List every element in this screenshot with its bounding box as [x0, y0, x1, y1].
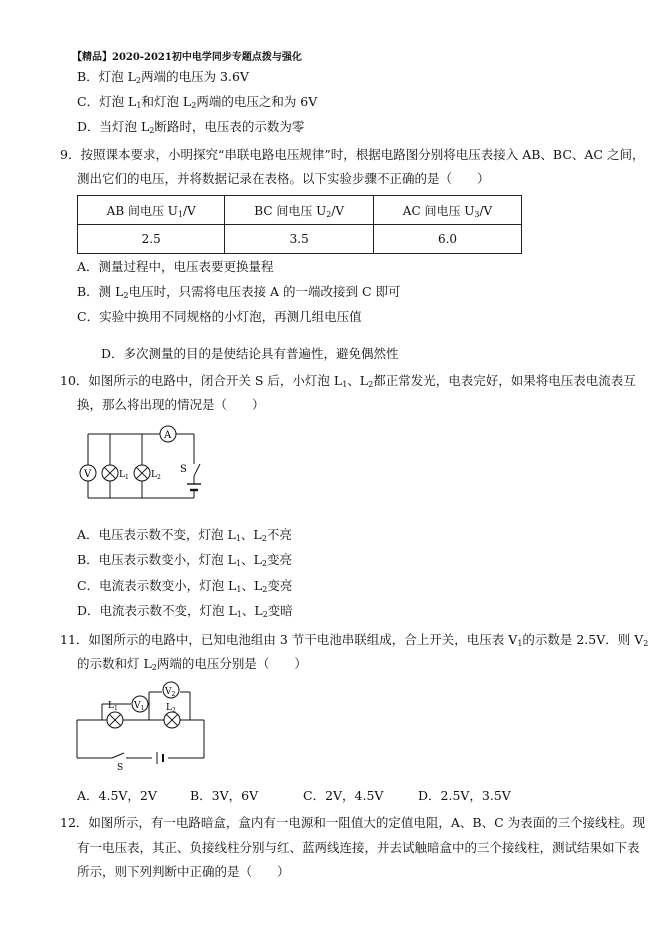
q9-option-b[interactable]: B．测 $L_2$电压时，只需将电压表接 A 的一端改接到 C 即可 [77, 284, 401, 300]
q9-data-table [77, 195, 522, 254]
q8-option-c[interactable]: C．灯泡 $L_1$和灯泡 $L_2$两端的电压之和为 6V [77, 94, 318, 110]
table-header-ac: AC 间电压 $U_3/V$ [373, 196, 521, 225]
switch-label: S [117, 763, 124, 770]
q11-option-c[interactable]: C．2V，4.5V [303, 788, 384, 803]
q12-stem-1: 12．如图所示，有一电路暗盒，盒内有一电源和一阻值大的定值电阻，A、B、C 为表面的三个接线柱。现 [60, 815, 646, 830]
q11-option-a[interactable]: A．4.5V，2V [77, 788, 157, 803]
table-header-bc: BC 间电压 $U_2/V$ [225, 196, 374, 225]
v1-label: $V_1$ [134, 701, 145, 712]
q11-stem-1: 11．如图所示的电路中，已知电池组由 3 节干电池串联组成，合上开关，电压表 $V_1$的示数是 2.5V．则 $V_2$ [60, 632, 649, 648]
table-value-ab: 2.5 [78, 225, 225, 254]
q9-stem-2: 测出它们的电压，并将数据记录在表格。以下实验步骤不正确的是（ ） [77, 171, 490, 186]
q10-option-a[interactable]: A．电压表示数不变，灯泡 $L_1$、$L_2$不亮 [77, 527, 292, 543]
q10-stem-2: 换，那么将出现的情况是（ ） [77, 397, 265, 412]
q8-option-b[interactable]: B．灯泡 $L_2$两端的电压为 3.6V [77, 69, 249, 85]
q11-circuit-figure [72, 680, 222, 770]
l1-label: $L_1$ [108, 701, 118, 712]
q10-option-d[interactable]: D．电流表示数不变，灯泡 $L_1$、$L_2$变暗 [77, 603, 293, 619]
q9-option-a[interactable]: A．测量过程中，电压表要更换量程 [77, 259, 274, 274]
v2-label: $V_2$ [165, 687, 176, 698]
table-header-ab: AB 间电压 $U_1/V$ [78, 196, 225, 225]
q11-option-b[interactable]: B．3V，6V [190, 788, 259, 803]
table-value-ac: 6.0 [373, 225, 521, 254]
q11-option-d[interactable]: D．2.5V，3.5V [418, 788, 511, 803]
q12-stem-3: 所示，则下列判断中正确的是（ ） [77, 864, 290, 879]
switch-label: S [180, 464, 187, 475]
q9-stem-1: 9．按照课本要求，小明探究“串联电路电压规律”时，根据电路图分别将电压表接入 AB、BC、AC 之间， [60, 147, 645, 162]
l2-label: $L_2$ [166, 703, 176, 714]
q10-option-c[interactable]: C．电流表示数变小，灯泡 $L_1$、$L_2$变亮 [77, 578, 293, 594]
q10-option-b[interactable]: B．电压表示数变小，灯泡 $L_1$、$L_2$变亮 [77, 552, 292, 568]
lamp2-label: $L_2$ [151, 470, 161, 481]
q12-stem-2: 有一电压表，其正、负接线柱分别与红、蓝两线连接，并去试触暗盒中的三个接线柱，测试结果如下表 [77, 840, 640, 855]
page-header: 【精品】2020-2021初中电学同步专题点拨与强化 [72, 52, 302, 63]
q9-option-d[interactable]: D．多次测量的目的是使结论具有普遍性，避免偶然性 [101, 346, 399, 361]
q8-option-d[interactable]: D．当灯泡 $L_2$断路时，电压表的示数为零 [77, 119, 305, 135]
lamp1-label: $L_1$ [119, 470, 129, 481]
q10-circuit-figure [76, 422, 216, 504]
ammeter-label: A [164, 430, 172, 441]
q9-option-c[interactable]: C．实验中换用不同规格的小灯泡，再测几组电压值 [77, 309, 362, 324]
table-value-bc: 3.5 [225, 225, 374, 254]
voltmeter-label: V [84, 469, 92, 480]
q10-stem-1: 10．如图所示的电路中，闭合开关 S 后，小灯泡 $L_1$、$L_2$都正常发光，电表完好，如果将电压表电流表互 [60, 373, 636, 389]
q11-stem-2: 的示数和灯 $L_2$两端的电压分别是（ ） [77, 656, 307, 672]
